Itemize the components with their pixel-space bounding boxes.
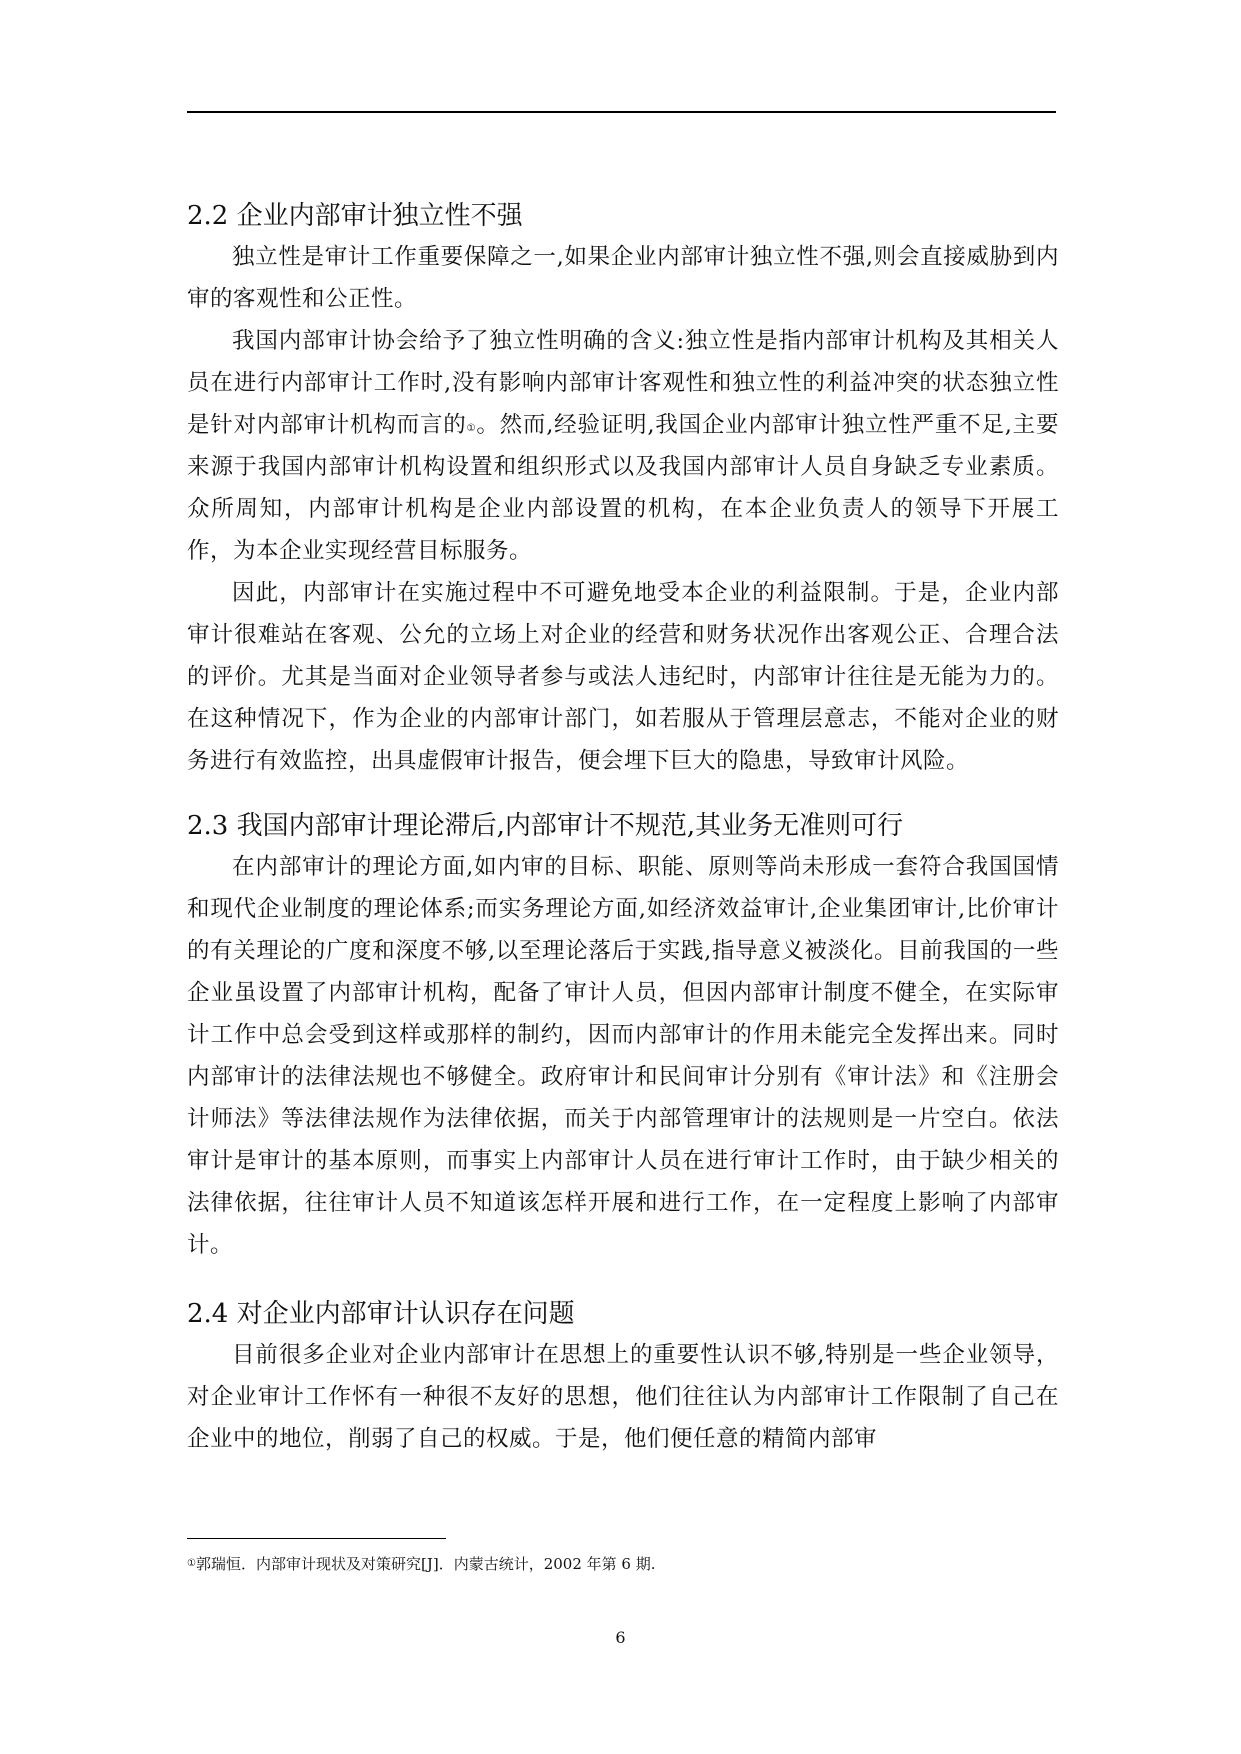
- section-heading-2-3: 2.3 我国内部审计理论滞后,内部审计不规范,其业务无准则可行: [187, 811, 904, 841]
- paragraph: 在内部审计的理论方面,如内审的目标、职能、原则等尚未形成一套符合我国国情和现代企业制度的理论体系;而实务理论方面,如经济效益审计,企业集团审计,比价审计的有关理论的广度和深度不够,以至理论落后于实践,指导意义被淡化。目前我国的一些企业虽设置了内部审计机构，配备了审计人员，但因内部审计制度不健全，在实际审计工作中总会受到这样或那样的制约，因而内部审计的作用未能完全发挥出来。同时内部审计的法律法规也不够健全。政府审计和民间审计分别有《审计法》和《注册会计师法》等法律法规作为法律依据，而关于内部管理审计的法规则是一片空白。依法审计是审计的基本原则，而事实上内部审计人员在进行审计工作时，由于缺少相关的法律依据，往往审计人员不知道该怎样开展和进行工作，在一定程度上影响了内部审计。: [187, 854, 1059, 1258]
- paragraph: 因此，内部审计在实施过程中不可避免地受本企业的利益限制。于是，企业内部审计很难站在客观、公允的立场上对企业的经营和财务状况作出客观公正、合理合法的评价。尤其是当面对企业领导者参与或法人违纪时，内部审计往往是无能为力的。在这种情况下，作为企业的内部审计部门，如若服从于管理层意志，不能对企业的财务进行有效监控，出具虚假审计报告，便会埋下巨大的隐患，导致审计风险。: [187, 580, 1059, 774]
- paragraph-text: 。然而,经验证明,我国企业内部审计独立性严重不足,主要来源于我国内部审计机构设置和组织形式以及我国内部审计人员自身缺乏专业素质。众所周知，内部审计机构是企业内部设置的机构，在本企业负责人的领导下开展工作，为本企业实现经营目标服务。: [187, 412, 1059, 564]
- paragraph-with-footnote: [187, 320, 1059, 572]
- section-heading-2-4: 2.4 对企业内部审计认识存在问题: [187, 1299, 575, 1329]
- section-spacer: [187, 1266, 1059, 1294]
- page-number: 6: [615, 1628, 626, 1647]
- footnote-text: 郭瑞恒．内部审计现状及对策研究[J]．内蒙古统计，2002 年第 6 期.: [195, 1555, 656, 1573]
- footnote-mark: ①: [187, 1558, 196, 1569]
- footnote-separator: [187, 1538, 446, 1539]
- paragraph-text: 我国内部审计协会给予了独立性明确的含义:独立性是指内部审计机构及其相关人员在进行内部审计工作时,没有影响内部审计客观性和独立性的利益冲突的状态独立性是针对内部审计机构而言的: [187, 328, 1059, 438]
- section-heading-2-2: 2.2 企业内部审计独立性不强: [187, 201, 523, 231]
- footnote: [187, 1553, 1059, 1575]
- section-spacer: [187, 782, 1059, 806]
- paragraph: 目前很多企业对企业内部审计在思想上的重要性认识不够,特别是一些企业领导，对企业审计工作怀有一种很不友好的思想，他们往往认为内部审计工作限制了自己在企业中的地位，削弱了自己的权威。于是，他们便任意的精简内部审: [187, 1342, 1059, 1452]
- footnote-reference[interactable]: ①: [466, 423, 477, 434]
- paragraph: 独立性是审计工作重要保障之一,如果企业内部审计独立性不强,则会直接威胁到内审的客观性和公正性。: [187, 244, 1059, 312]
- header-rule: [187, 111, 1056, 113]
- page-body: [187, 196, 1059, 1460]
